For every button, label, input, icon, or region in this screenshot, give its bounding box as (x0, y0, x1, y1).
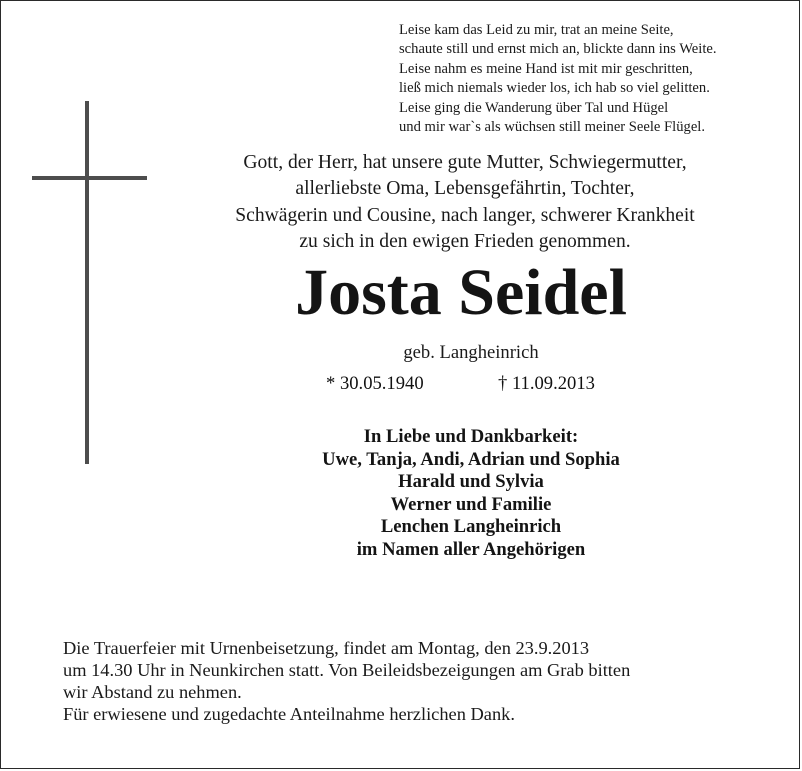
mourners-line: Werner und Familie (390, 493, 552, 515)
deceased-name: Josta Seidel (295, 256, 627, 329)
intro-line: Schwägerin und Cousine, nach langer, schwerer Krankheit (235, 204, 695, 226)
death-date: † 11.09.2013 (498, 373, 595, 394)
poem (399, 21, 794, 137)
poem-line: und mir war`s als wüchsen still meiner Seele Flügel. (399, 119, 705, 136)
intro-line: zu sich in den ewigen Frieden genommen. (299, 230, 631, 252)
intro-line: Gott, der Herr, hat unsere gute Mutter, Schwiegermutter, (243, 152, 687, 173)
notice-line: wir Abstand zu nehmen. (63, 682, 242, 702)
notice-line: Die Trauerfeier mit Urnenbeisetzung, findet am Montag, den 23.9.2013 (63, 638, 590, 658)
cross-horizontal-bar (32, 176, 147, 180)
intro-text (206, 150, 724, 255)
mourners-line: im Namen aller Angehörigen (356, 538, 586, 560)
poem-line: Leise nahm es meine Hand ist mit mir geschritten, (399, 60, 693, 77)
notice-line: um 14.30 Uhr in Neunkirchen statt. Von Beileidsbezeigungen am Grab bitten (63, 660, 631, 680)
poem-line: ließ mich niemals wieder los, ich hab so viel gelitten. (399, 80, 710, 97)
funeral-notice (63, 637, 783, 725)
notice-line: Für erwiesene und zugedachte Anteilnahme herzlichen Dank. (63, 704, 515, 724)
mourners-line: Uwe, Tanja, Andi, Adrian und Sophia (322, 448, 620, 470)
poem-line: schaute still und ernst mich an, blickte dann ins Weite. (399, 41, 717, 58)
cross-vertical-bar (85, 101, 89, 464)
intro-line: allerliebste Oma, Lebensgefährtin, Tochter, (295, 178, 635, 200)
poem-line: Leise kam das Leid zu mir, trat an meine Seite, (399, 22, 674, 38)
mourners-line: In Liebe und Dankbarkeit: (363, 426, 579, 447)
mourners-list (271, 426, 671, 562)
mourners-line: Harald und Sylvia (398, 471, 544, 493)
birth-name: geb. Langheinrich (403, 342, 539, 363)
poem-line: Leise ging die Wanderung über Tal und Hügel (399, 99, 669, 116)
mourners-line: Lenchen Langheinrich (380, 516, 562, 538)
birth-date: * 30.05.1940 (326, 373, 424, 394)
